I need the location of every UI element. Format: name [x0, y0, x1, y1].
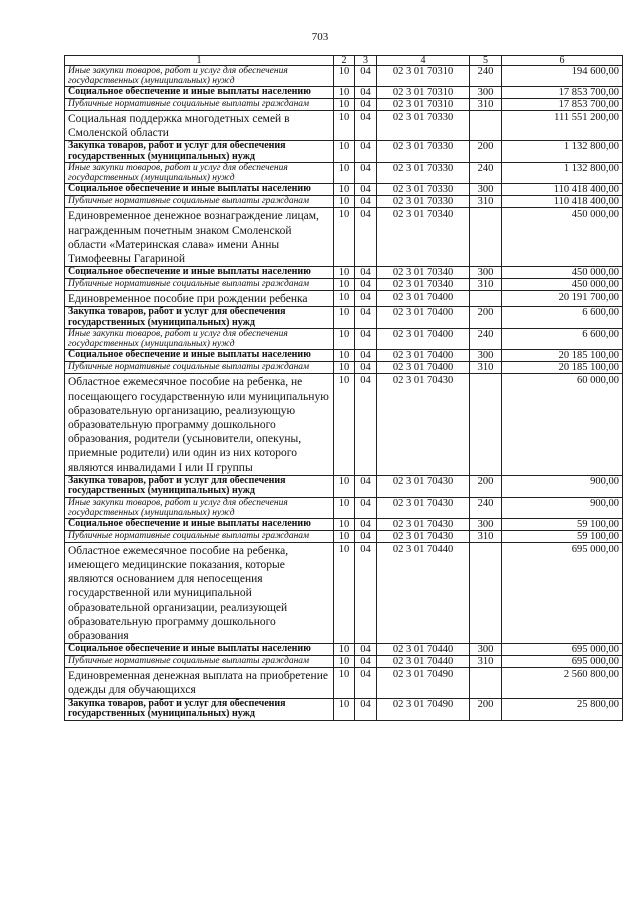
row-target-article-cell: 02 3 01 70430 [377, 497, 470, 518]
table-row [65, 99, 623, 111]
row-subsection-cell: 04 [355, 279, 377, 291]
row-expense-type-cell: 240 [470, 329, 502, 350]
row-section-cell: 10 [334, 644, 355, 656]
row-subsection-cell: 04 [355, 87, 377, 99]
row-section-cell: 10 [334, 208, 355, 267]
row-amount-cell: 20 191 700,00 [502, 291, 623, 307]
row-subsection-cell: 04 [355, 208, 377, 267]
row-expense-type-cell: 310 [470, 656, 502, 668]
row-section-cell: 10 [334, 111, 355, 141]
row-expense-type-cell [470, 208, 502, 267]
row-subsection-cell: 04 [355, 362, 377, 374]
row-expense-type-cell: 310 [470, 99, 502, 111]
row-target-article-cell: 02 3 01 70440 [377, 644, 470, 656]
table-row [65, 307, 623, 329]
row-target-article-cell: 02 3 01 70340 [377, 267, 470, 279]
row-subsection-cell: 04 [355, 475, 377, 497]
row-section-cell: 10 [334, 518, 355, 530]
row-subsection-cell: 04 [355, 656, 377, 668]
row-amount-cell: 20 185 100,00 [502, 350, 623, 362]
row-target-article-cell: 02 3 01 70490 [377, 668, 470, 698]
budget-table [64, 55, 623, 721]
table-row [65, 362, 623, 374]
table-row [65, 111, 623, 141]
row-amount-cell: 6 600,00 [502, 329, 623, 350]
row-name-cell: Закупка товаров, работ и услуг для обеспечения государственных (муниципальных) нужд [65, 475, 334, 497]
column-header-row [65, 56, 623, 66]
row-expense-type-cell: 300 [470, 518, 502, 530]
row-amount-cell: 25 800,00 [502, 698, 623, 720]
row-subsection-cell: 04 [355, 66, 377, 87]
row-name-cell: Публичные нормативные социальные выплаты гражданам [65, 196, 334, 208]
column-header-2: 2 [334, 56, 355, 66]
row-amount-cell: 1 132 800,00 [502, 141, 623, 163]
row-expense-type-cell [470, 111, 502, 141]
row-name-cell: Социальное обеспечение и иные выплаты населению [65, 184, 334, 196]
row-target-article-cell: 02 3 01 70330 [377, 163, 470, 184]
row-section-cell: 10 [334, 279, 355, 291]
row-section-cell: 10 [334, 141, 355, 163]
row-subsection-cell: 04 [355, 329, 377, 350]
row-expense-type-cell: 200 [470, 307, 502, 329]
table-row [65, 698, 623, 720]
row-target-article-cell: 02 3 01 70330 [377, 196, 470, 208]
row-amount-cell: 1 132 800,00 [502, 163, 623, 184]
row-section-cell: 10 [334, 267, 355, 279]
row-expense-type-cell [470, 291, 502, 307]
row-expense-type-cell: 300 [470, 184, 502, 196]
row-expense-type-cell: 240 [470, 497, 502, 518]
row-expense-type-cell [470, 668, 502, 698]
table-row [65, 542, 623, 643]
column-header-5: 5 [470, 56, 502, 66]
row-subsection-cell: 04 [355, 163, 377, 184]
row-name-cell: Иные закупки товаров, работ и услуг для обеспечения государственных (муниципальных) нужд [65, 66, 334, 87]
table-row [65, 329, 623, 350]
row-amount-cell: 17 853 700,00 [502, 87, 623, 99]
row-expense-type-cell: 310 [470, 279, 502, 291]
row-name-cell: Единовременное денежное вознаграждение лицам, награжденным почетным знаком Смоленской области «Материнская слава» имени Анны Тимофеевны Гагариной [65, 208, 334, 267]
row-name-cell: Областное ежемесячное пособие на ребенка, не посещающего государственную или муниципальную образовательную организацию, реализующую образовательную программу дошкольного образования, родители (усыновители, опекуны, приемные родители) или один из них которого являются инвалидами I или II группы [65, 374, 334, 475]
row-name-cell: Публичные нормативные социальные выплаты гражданам [65, 530, 334, 542]
row-name-cell: Социальное обеспечение и иные выплаты населению [65, 350, 334, 362]
row-subsection-cell: 04 [355, 668, 377, 698]
column-header-1: 1 [65, 56, 334, 66]
table-row [65, 350, 623, 362]
row-amount-cell: 695 000,00 [502, 542, 623, 643]
row-section-cell: 10 [334, 475, 355, 497]
row-name-cell: Областное ежемесячное пособие на ребенка, имеющего медицинские показания, которые являются основанием для непосещения государственной или муниципальной образовательной организации, реализующей образовательную программу дошкольного образования [65, 542, 334, 643]
row-amount-cell: 194 600,00 [502, 66, 623, 87]
row-expense-type-cell: 300 [470, 87, 502, 99]
row-section-cell: 10 [334, 66, 355, 87]
row-expense-type-cell: 310 [470, 530, 502, 542]
row-name-cell: Социальная поддержка многодетных семей в Смоленской области [65, 111, 334, 141]
row-section-cell: 10 [334, 329, 355, 350]
row-amount-cell: 17 853 700,00 [502, 99, 623, 111]
row-subsection-cell: 04 [355, 350, 377, 362]
row-name-cell: Иные закупки товаров, работ и услуг для обеспечения государственных (муниципальных) нужд [65, 497, 334, 518]
row-target-article-cell: 02 3 01 70430 [377, 475, 470, 497]
row-section-cell: 10 [334, 184, 355, 196]
row-name-cell: Единовременное пособие при рождении ребенка [65, 291, 334, 307]
row-target-article-cell: 02 3 01 70440 [377, 656, 470, 668]
row-name-cell: Социальное обеспечение и иные выплаты населению [65, 644, 334, 656]
row-amount-cell: 6 600,00 [502, 307, 623, 329]
row-name-cell: Публичные нормативные социальные выплаты гражданам [65, 362, 334, 374]
row-target-article-cell: 02 3 01 70430 [377, 530, 470, 542]
row-subsection-cell: 04 [355, 374, 377, 475]
row-subsection-cell: 04 [355, 497, 377, 518]
row-amount-cell: 450 000,00 [502, 208, 623, 267]
row-target-article-cell: 02 3 01 70330 [377, 184, 470, 196]
table-row [65, 530, 623, 542]
row-expense-type-cell: 300 [470, 267, 502, 279]
row-amount-cell: 111 551 200,00 [502, 111, 623, 141]
row-expense-type-cell: 200 [470, 141, 502, 163]
row-target-article-cell: 02 3 01 70400 [377, 362, 470, 374]
row-section-cell: 10 [334, 196, 355, 208]
table-row [65, 208, 623, 267]
row-subsection-cell: 04 [355, 542, 377, 643]
table-row [65, 267, 623, 279]
row-section-cell: 10 [334, 530, 355, 542]
table-row [65, 644, 623, 656]
row-target-article-cell: 02 3 01 70310 [377, 66, 470, 87]
row-target-article-cell: 02 3 01 70310 [377, 99, 470, 111]
row-amount-cell: 900,00 [502, 475, 623, 497]
row-expense-type-cell: 300 [470, 644, 502, 656]
row-name-cell: Закупка товаров, работ и услуг для обеспечения государственных (муниципальных) нужд [65, 307, 334, 329]
row-section-cell: 10 [334, 163, 355, 184]
row-expense-type-cell: 300 [470, 350, 502, 362]
row-name-cell: Иные закупки товаров, работ и услуг для обеспечения государственных (муниципальных) нужд [65, 329, 334, 350]
table-row [65, 374, 623, 475]
table-row [65, 196, 623, 208]
column-header-6: 6 [502, 56, 623, 66]
row-target-article-cell: 02 3 01 70490 [377, 698, 470, 720]
row-amount-cell: 450 000,00 [502, 267, 623, 279]
row-subsection-cell: 04 [355, 111, 377, 141]
table-row [65, 291, 623, 307]
row-name-cell: Единовременная денежная выплата на приобретение одежды для обучающихся [65, 668, 334, 698]
row-amount-cell: 450 000,00 [502, 279, 623, 291]
row-expense-type-cell: 200 [470, 698, 502, 720]
table-row [65, 184, 623, 196]
row-section-cell: 10 [334, 291, 355, 307]
row-name-cell: Социальное обеспечение и иные выплаты населению [65, 87, 334, 99]
row-section-cell: 10 [334, 307, 355, 329]
row-name-cell: Публичные нормативные социальные выплаты гражданам [65, 279, 334, 291]
table-row [65, 163, 623, 184]
table-row [65, 518, 623, 530]
table-row [65, 279, 623, 291]
row-subsection-cell: 04 [355, 267, 377, 279]
row-name-cell: Иные закупки товаров, работ и услуг для обеспечения государственных (муниципальных) нужд [65, 163, 334, 184]
row-section-cell: 10 [334, 99, 355, 111]
row-expense-type-cell: 240 [470, 66, 502, 87]
row-subsection-cell: 04 [355, 141, 377, 163]
row-target-article-cell: 02 3 01 70340 [377, 279, 470, 291]
row-name-cell: Закупка товаров, работ и услуг для обеспечения государственных (муниципальных) нужд [65, 141, 334, 163]
row-target-article-cell: 02 3 01 70330 [377, 111, 470, 141]
row-amount-cell: 110 418 400,00 [502, 184, 623, 196]
table-row [65, 141, 623, 163]
row-subsection-cell: 04 [355, 184, 377, 196]
row-target-article-cell: 02 3 01 70400 [377, 291, 470, 307]
table-row [65, 475, 623, 497]
row-expense-type-cell: 310 [470, 196, 502, 208]
row-subsection-cell: 04 [355, 530, 377, 542]
row-section-cell: 10 [334, 656, 355, 668]
column-header-3: 3 [355, 56, 377, 66]
row-subsection-cell: 04 [355, 644, 377, 656]
row-section-cell: 10 [334, 698, 355, 720]
row-expense-type-cell [470, 374, 502, 475]
row-section-cell: 10 [334, 87, 355, 99]
table-row [65, 66, 623, 87]
row-amount-cell: 695 000,00 [502, 644, 623, 656]
row-expense-type-cell: 240 [470, 163, 502, 184]
row-target-article-cell: 02 3 01 70430 [377, 518, 470, 530]
row-target-article-cell: 02 3 01 70330 [377, 141, 470, 163]
row-amount-cell: 695 000,00 [502, 656, 623, 668]
row-target-article-cell: 02 3 01 70430 [377, 374, 470, 475]
row-target-article-cell: 02 3 01 70400 [377, 329, 470, 350]
row-name-cell: Публичные нормативные социальные выплаты гражданам [65, 99, 334, 111]
row-subsection-cell: 04 [355, 99, 377, 111]
row-name-cell: Закупка товаров, работ и услуг для обеспечения государственных (муниципальных) нужд [65, 698, 334, 720]
row-name-cell: Социальное обеспечение и иные выплаты населению [65, 267, 334, 279]
row-subsection-cell: 04 [355, 291, 377, 307]
row-section-cell: 10 [334, 362, 355, 374]
page-number: 703 [311, 31, 329, 43]
row-subsection-cell: 04 [355, 518, 377, 530]
row-section-cell: 10 [334, 374, 355, 475]
row-amount-cell: 900,00 [502, 497, 623, 518]
row-amount-cell: 20 185 100,00 [502, 362, 623, 374]
row-section-cell: 10 [334, 668, 355, 698]
row-target-article-cell: 02 3 01 70400 [377, 307, 470, 329]
column-header-4: 4 [377, 56, 470, 66]
row-subsection-cell: 04 [355, 196, 377, 208]
row-amount-cell: 59 100,00 [502, 530, 623, 542]
row-subsection-cell: 04 [355, 307, 377, 329]
row-section-cell: 10 [334, 497, 355, 518]
row-section-cell: 10 [334, 350, 355, 362]
row-expense-type-cell: 200 [470, 475, 502, 497]
row-amount-cell: 59 100,00 [502, 518, 623, 530]
row-target-article-cell: 02 3 01 70440 [377, 542, 470, 643]
row-target-article-cell: 02 3 01 70400 [377, 350, 470, 362]
row-name-cell: Публичные нормативные социальные выплаты гражданам [65, 656, 334, 668]
row-expense-type-cell: 310 [470, 362, 502, 374]
row-target-article-cell: 02 3 01 70310 [377, 87, 470, 99]
row-subsection-cell: 04 [355, 698, 377, 720]
table-row [65, 668, 623, 698]
table-row [65, 497, 623, 518]
row-target-article-cell: 02 3 01 70340 [377, 208, 470, 267]
table-row [65, 656, 623, 668]
row-section-cell: 10 [334, 542, 355, 643]
table-row [65, 87, 623, 99]
row-name-cell: Социальное обеспечение и иные выплаты населению [65, 518, 334, 530]
row-amount-cell: 2 560 800,00 [502, 668, 623, 698]
row-amount-cell: 60 000,00 [502, 374, 623, 475]
row-expense-type-cell [470, 542, 502, 643]
row-amount-cell: 110 418 400,00 [502, 196, 623, 208]
